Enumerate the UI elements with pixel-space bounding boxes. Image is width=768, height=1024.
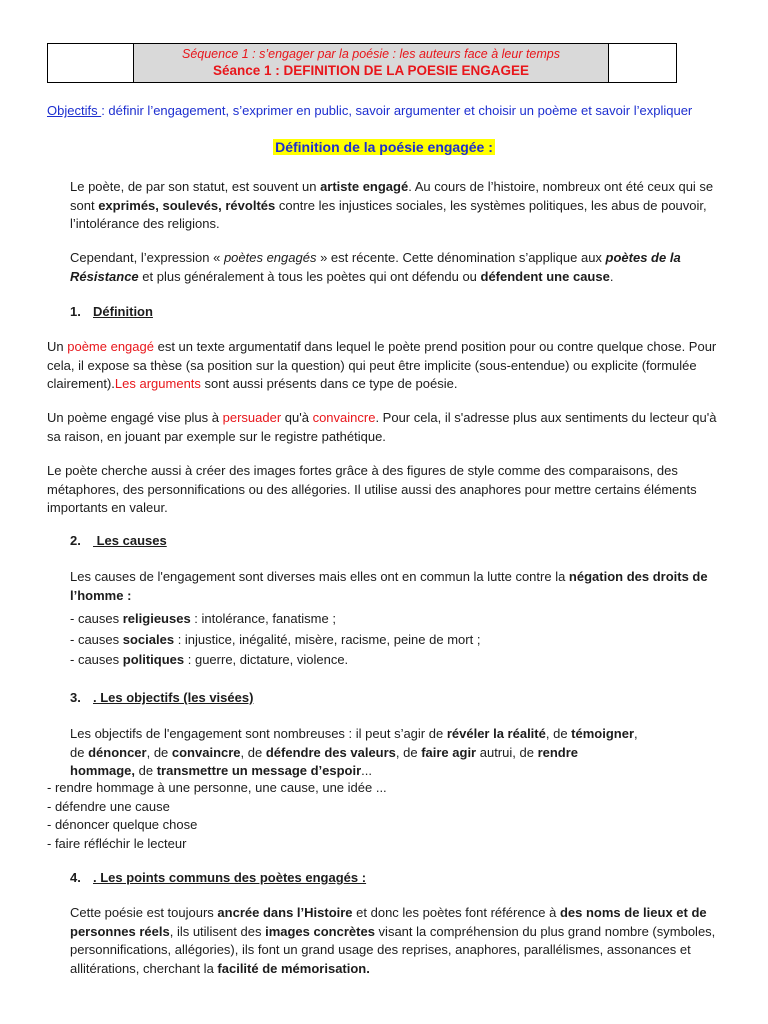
objectifs-label: Objectifs (47, 103, 102, 118)
text-run: sont aussi présents dans ce type de poésie. (200, 376, 458, 391)
bold-run: sociales (122, 631, 175, 647)
text-run: : guerre, dictature, violence. (184, 652, 349, 667)
header-right-cell (608, 44, 676, 82)
section-heading-3 (70, 689, 253, 707)
bold-run: hommage, (70, 763, 136, 778)
main-title-text: Définition de la poésie engagée : (275, 139, 493, 155)
text-run: . Au cours de l’histoire, nombreux ont été ceux qui se sont (70, 179, 714, 213)
bold-run: artiste engagé (320, 179, 409, 194)
text-run: : intolérance, fanatisme ; (190, 611, 336, 626)
section-title: Les causes (93, 533, 167, 548)
text-run: et donc les poètes font référence à (352, 905, 560, 920)
highlight-run: convaincre (312, 410, 376, 425)
bold-run: révéler la réalité (446, 726, 546, 741)
text-run: » est récente. Cette dénomination s’applique aux (316, 250, 606, 265)
text-run: : injustice, inégalité, misère, racisme, peine de mort ; (174, 631, 481, 647)
objectifs-list (47, 779, 707, 853)
section-number: 4. (70, 870, 81, 885)
list-item (70, 630, 710, 651)
bold-run: faire agir (421, 744, 477, 760)
text-run: - causes (70, 611, 123, 626)
section-heading-1 (70, 303, 153, 321)
text-run: , de (240, 744, 266, 760)
bold-run: négation des droits de l’homme : (70, 569, 708, 603)
bold-run: défendre des valeurs (265, 744, 396, 760)
text-run: . Pour cela, il s'adresse plus aux sentiments du lecteur qu'à sa raison, en jouant par exemple sur le registre pathétique. (47, 410, 717, 444)
text-run: ... (361, 763, 373, 778)
list-item: - rendre hommage à une personne, une cause, une idée ... (47, 780, 387, 795)
bold-run: ancrée dans l’Histoire (217, 905, 353, 920)
text-run: contre les injustices sociales, les systèmes politiques, les abus de pouvoir, l’intolérance des religions. (70, 197, 707, 231)
highlight-run: poème engagé (67, 339, 154, 354)
paragraph-line (70, 762, 710, 781)
text-run: de (70, 744, 89, 760)
text-run: . (609, 268, 614, 284)
section-title: . Les points communs des poètes engagés : (93, 870, 367, 885)
text-run: , de (545, 726, 572, 741)
bold-run: dénoncer (88, 744, 147, 760)
text-run: autrui, de (476, 744, 538, 760)
section-title: . Les objectifs (les visées) (93, 690, 254, 705)
text-run: Cependant, l’expression « (70, 250, 224, 265)
bold-run: politiques (122, 652, 185, 667)
italic-run: poètes engagés (223, 250, 317, 265)
paragraph-line (70, 725, 710, 744)
text-run: , de (146, 744, 172, 760)
text-run: - causes (70, 652, 123, 667)
bold-run: des noms de lieux et de personnes réels (70, 905, 707, 939)
bold-run: religieuses (122, 611, 191, 626)
sequence-title: Séquence 1 : s’engager par la poésie : les auteurs face à leur temps (181, 47, 560, 61)
header-left-cell (48, 44, 134, 82)
text-run: Un poème engagé vise plus à (47, 410, 223, 425)
text-run: , (634, 726, 638, 741)
bold-run: défendent une cause (480, 268, 610, 284)
bold-italic-run: poètes de la Résistance (70, 250, 681, 284)
text-run: qu'à (281, 410, 313, 425)
definition-paragraph-1 (47, 338, 719, 394)
bold-run: témoigner (571, 726, 634, 741)
points-communs-paragraph (70, 904, 725, 978)
bold-run: exprimés, soulevés, révoltés (98, 197, 276, 213)
definition-paragraph-2 (47, 409, 719, 446)
text-run: visant la compréhension du plus grand nombre (symboles, personnifications, allégories), ils font un grand usage des reprises, anaphores, parallélismes, assonances et allitérations, cherchant la (70, 923, 716, 976)
seance-title: Séance 1 : DEFINITION DE LA POESIE ENGAGEE (212, 63, 530, 78)
bold-run: facilité de mémorisation. (217, 960, 370, 976)
section-number: 3. (70, 690, 81, 705)
list-item: - défendre une cause (47, 798, 170, 814)
header-main-cell (134, 44, 608, 82)
objectifs-section-paragraph (70, 725, 710, 781)
list-item (70, 609, 710, 630)
main-title (0, 139, 768, 155)
text-run: est un texte argumentatif dans lequel le poète prend position pour ou contre quelque chose. Pour cela, il expose sa thèse (sa position sur la question) qui peut être implicite (sous-entendue) ou explicite (formulée clairement). (47, 339, 717, 391)
text-run: - causes (70, 631, 123, 647)
list-item: - dénoncer quelque chose (47, 817, 198, 832)
section-number: 1. (70, 304, 81, 319)
intro-paragraph-1 (70, 178, 715, 234)
bold-run: rendre (537, 744, 579, 760)
bold-run: convaincre (171, 744, 241, 760)
text-run: Les objectifs de l'engagement sont nombreuses : il peut s’agir de (70, 726, 447, 741)
text-run: Le poète, de par son statut, est souvent un (70, 179, 321, 194)
section-number: 2. (70, 533, 81, 548)
bold-run: images concrètes (265, 923, 375, 939)
text-run: Cette poésie est toujours (70, 905, 218, 920)
causes-list (70, 609, 710, 671)
section-title: Définition (93, 304, 153, 319)
paragraph-line (70, 744, 710, 763)
bold-run: transmettre un message d’espoir (156, 763, 362, 778)
text-run: et plus généralement à tous les poètes qui ont défendu ou (138, 268, 481, 284)
text-run: Un (47, 339, 68, 354)
text-run: , de (395, 744, 422, 760)
header-table (47, 43, 677, 83)
intro-paragraph-2 (70, 249, 715, 286)
definition-paragraph-3: Le poète cherche aussi à créer des images fortes grâce à des figures de style comme des comparaisons, des métaphores, des personnifications ou des allégories. Il utilise aussi des anaphores pour mettre certains éléments importants en valeur. (47, 463, 697, 515)
section-heading-4 (70, 869, 366, 887)
list-item (70, 650, 710, 671)
text-run: , ils utilisent des (169, 923, 266, 939)
causes-paragraph (70, 568, 710, 605)
highlight-run: Les arguments (114, 376, 201, 391)
highlight-run: persuader (222, 410, 282, 425)
text-run: de (135, 763, 157, 778)
section-heading-2 (70, 532, 167, 550)
list-item: - faire réfléchir le lecteur (47, 835, 187, 851)
text-run: Les causes de l'engagement sont diverses mais elles ont en commun la lutte contre la (70, 569, 569, 584)
objectifs-paragraph (47, 102, 719, 120)
objectifs-text: : définir l’engagement, s’exprimer en public, savoir argumenter et choisir un poème et savoir l’expliquer (101, 103, 693, 118)
